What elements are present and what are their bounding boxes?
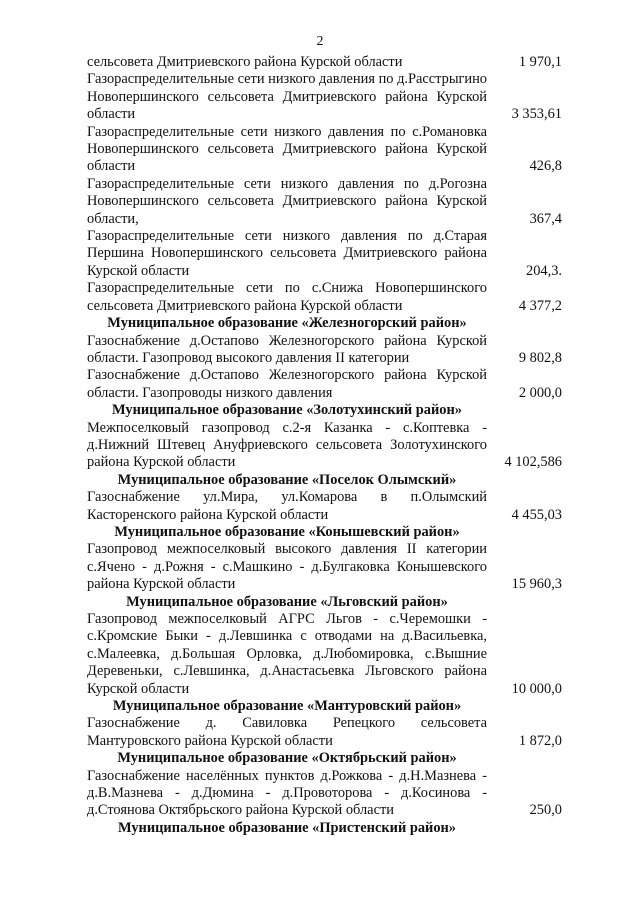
entry-description: Газоснабжение д.Остапово Железногорского района Курской области. Газопровод высокого давления II категории	[87, 332, 487, 366]
entry-description: Газораспределительные сети низкого давления по д.Расстрыгино Новопершинского сельсовета Дмитриевского района Курской области	[87, 71, 487, 123]
page-number: 2	[316, 34, 324, 49]
entry-description: Газоснабжение ул.Мира, ул.Комарова в п.Олымский Касторенского района Курской области	[87, 489, 487, 523]
entry-amount: 367,4	[529, 210, 562, 227]
entry-row	[87, 124, 562, 176]
entry-description: Газоснабжение д. Савиловка Репецкого сельсовета Мантуровского района Курской области	[87, 715, 487, 749]
entry-amount: 4 455,03	[511, 506, 562, 523]
entry-amount: 204,3.	[526, 262, 562, 279]
entry-row	[87, 333, 562, 368]
entry-row	[87, 420, 562, 472]
entry-row	[87, 768, 562, 820]
entry-description: Межпоселковый газопровод с.2-я Казанка - с.Коптевка - д.Нижний Штевец Ануфриевского сельсовета Золотухинского района Курской области	[87, 419, 487, 471]
entry-amount: 426,8	[529, 158, 562, 175]
entry-description: сельсовета Дмитриевского района Курской области	[87, 54, 403, 70]
entry-description: Газораспределительные сети низкого давления по с.Романовка Новопершинского сельсовета Дмитриевского района Курской области	[87, 123, 487, 175]
entry-description: Газораспределительные сети по с.Снижа Новопершинского сельсовета Дмитриевского района Курской области	[87, 280, 487, 314]
document-body	[87, 54, 562, 837]
entry-description: Газопровод межпоселковый АГРС Льгов - с.Черемошки - с.Кромские Быки - д.Левшинка с отводами на д.Васильевка, с.Малеевка, д.Большая Орловка, д.Любомировка, с.Вышние Деревеньки, с.Левшинка, д.Анастасьевка Льговского района Курской области	[87, 611, 487, 697]
section-heading: Муниципальное образование «Поселок Олымский»	[117, 471, 457, 488]
entry-row	[87, 611, 562, 698]
entry-amount: 10 000,0	[511, 680, 562, 697]
entry-row	[87, 176, 562, 228]
entry-row	[87, 54, 562, 71]
entry-description: Газораспределительные сети низкого давления по д.Рогозна Новопершинского сельсовета Дмитриевского района Курской области,	[87, 175, 487, 227]
section-heading: Муниципальное образование «Конышевский район»	[114, 523, 460, 540]
entry-description: Газораспределительные сети низкого давления по д.Старая Першина Новопершинского сельсовета Дмитриевского района Курской области	[87, 228, 487, 279]
entry-amount: 250,0	[529, 802, 562, 819]
entry-amount: 4 102,586	[504, 454, 562, 471]
section-heading: Муниципальное образование «Золотухинский район»	[112, 402, 462, 419]
entry-row	[87, 367, 562, 402]
section-heading: Муниципальное образование «Льговский район»	[126, 593, 448, 610]
entry-amount: 4 377,2	[518, 297, 562, 314]
entry-amount: 3 353,61	[511, 106, 562, 123]
section-heading: Муниципальное образование «Мантуровский район»	[112, 698, 462, 715]
entry-amount: 2 000,0	[518, 384, 562, 401]
entry-row	[87, 228, 562, 280]
entry-row	[87, 489, 562, 524]
entry-description: Газопровод межпоселковый высокого давления II категории с.Ячено - д.Рожня - с.Машкино - д.Булгаковка Конышевского района Курской области	[87, 541, 487, 593]
entry-amount: 9 802,8	[518, 349, 562, 366]
entry-row	[87, 71, 562, 123]
entry-amount: 1 872,0	[518, 732, 562, 749]
entry-row	[87, 541, 562, 593]
section-heading: Муниципальное образование «Октябрьский район»	[117, 750, 457, 767]
entry-amount: 1 970,1	[518, 54, 562, 70]
entry-description: Газоснабжение д.Остапово Железногорского района Курской области. Газопроводы низкого давления	[87, 367, 487, 401]
entry-amount: 15 960,3	[511, 576, 562, 593]
entry-row	[87, 280, 562, 315]
entry-row	[87, 715, 562, 750]
section-heading: Муниципальное образование «Пристенский район»	[117, 819, 457, 836]
section-heading: Муниципальное образование «Железногорский район»	[107, 315, 467, 332]
entry-description: Газоснабжение населённых пунктов д.Рожкова - д.Н.Мазнева - д.В.Мазнева - д.Дюмина - д.Провоторова - д.Косинова - д.Стоянова Октябрьского района Курской области	[87, 767, 487, 819]
